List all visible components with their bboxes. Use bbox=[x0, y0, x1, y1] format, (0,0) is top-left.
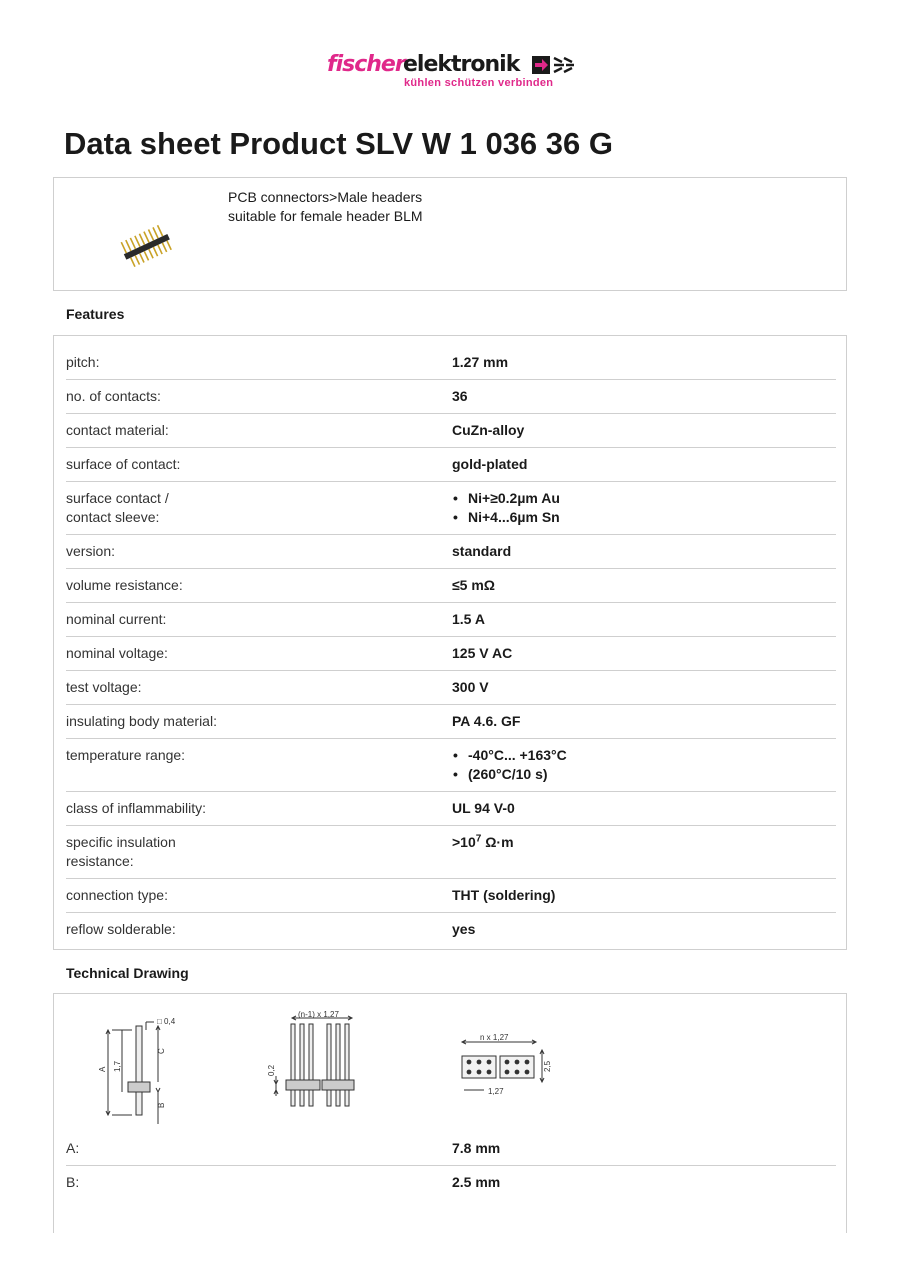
features-table bbox=[66, 346, 836, 947]
table-row bbox=[66, 482, 836, 535]
drawing-label: (n-1) x 1,27 bbox=[298, 1010, 339, 1019]
table-row bbox=[66, 739, 836, 792]
table-row bbox=[66, 792, 836, 826]
front-view-drawing bbox=[267, 1010, 380, 1126]
row-label-line: resistance: bbox=[66, 853, 134, 869]
value-unit: Ω·m bbox=[481, 834, 514, 850]
row-value: THT (soldering) bbox=[452, 887, 556, 903]
drawing-label: 0,2 bbox=[267, 1064, 276, 1076]
brand-logo bbox=[327, 52, 577, 94]
table-row bbox=[66, 1166, 836, 1200]
logo-tagline: kühlen schützen verbinden bbox=[404, 77, 554, 89]
row-label: reflow solderable: bbox=[66, 921, 176, 937]
table-row bbox=[66, 535, 836, 569]
product-description bbox=[228, 188, 423, 226]
drawing-label: C bbox=[157, 1048, 166, 1054]
row-label: test voltage: bbox=[66, 679, 142, 695]
row-label: B: bbox=[66, 1174, 80, 1190]
side-view-drawing bbox=[98, 1012, 252, 1124]
table-row bbox=[66, 603, 836, 637]
product-suitability: suitable for female header BLM bbox=[228, 208, 423, 224]
table-row bbox=[66, 569, 836, 603]
row-label: nominal voltage: bbox=[66, 645, 168, 661]
row-value: 1.27 mm bbox=[452, 354, 509, 370]
row-value: PA 4.6. GF bbox=[452, 713, 521, 729]
table-row bbox=[66, 705, 836, 739]
row-label: version: bbox=[66, 543, 116, 559]
row-value: standard bbox=[452, 543, 512, 559]
technical-drawing-heading: Technical Drawing bbox=[66, 965, 189, 981]
table-row bbox=[66, 346, 836, 380]
dimensions-table bbox=[66, 1132, 836, 1200]
list-item: • -40°C... +163°C bbox=[452, 746, 836, 765]
row-value: UL 94 V-0 bbox=[452, 800, 515, 816]
value-list bbox=[452, 746, 836, 784]
row-value bbox=[452, 833, 836, 871]
logo-fischer-text: fischer bbox=[327, 52, 405, 77]
row-value: 2.5 mm bbox=[452, 1174, 501, 1190]
row-label: temperature range: bbox=[66, 747, 186, 763]
logo-elektronik-text: elektronik bbox=[403, 52, 520, 77]
row-value: gold-plated bbox=[452, 456, 528, 472]
row-label bbox=[66, 489, 452, 527]
table-row bbox=[66, 879, 836, 913]
table-row bbox=[66, 637, 836, 671]
drawing-label: 1,27 bbox=[488, 1087, 504, 1096]
row-label: pitch: bbox=[66, 354, 100, 370]
table-row bbox=[66, 671, 836, 705]
row-label: surface of contact: bbox=[66, 456, 181, 472]
page-title: Data sheet Product SLV W 1 036 36 G bbox=[64, 126, 613, 161]
features-table-box bbox=[53, 335, 847, 950]
row-value: ≤5 mΩ bbox=[452, 577, 496, 593]
row-label: nominal current: bbox=[66, 611, 167, 627]
value-base: >10 bbox=[452, 834, 476, 850]
table-row bbox=[66, 913, 836, 947]
row-value: 125 V AC bbox=[452, 645, 513, 661]
row-value: 300 V bbox=[452, 679, 489, 695]
row-value: CuZn-alloy bbox=[452, 422, 525, 438]
drawing-label: □ 0,4 bbox=[157, 1017, 176, 1026]
drawing-label: n x 1,27 bbox=[480, 1033, 509, 1042]
row-label: volume resistance: bbox=[66, 577, 183, 593]
drawing-label: A bbox=[98, 1066, 107, 1072]
value-exponent: 7 bbox=[475, 833, 482, 845]
footprint-drawing bbox=[454, 1034, 594, 1104]
table-row bbox=[66, 448, 836, 482]
table-row bbox=[66, 826, 836, 879]
list-item: • Ni+≥0.2µm Au bbox=[452, 489, 836, 508]
row-label: A: bbox=[66, 1140, 80, 1156]
drawing-label: 1,7 bbox=[113, 1060, 122, 1072]
drawing-label: 2,5 bbox=[543, 1060, 552, 1072]
row-value: 7.8 mm bbox=[452, 1140, 501, 1156]
row-label: connection type: bbox=[66, 887, 168, 903]
row-value: 1.5 A bbox=[452, 611, 485, 627]
table-row bbox=[66, 380, 836, 414]
row-label bbox=[66, 833, 452, 871]
logo-arrow-icon bbox=[532, 56, 574, 74]
list-item: • (260°C/10 s) bbox=[452, 765, 836, 784]
row-label: insulating body material: bbox=[66, 713, 217, 729]
product-summary bbox=[53, 177, 847, 291]
row-label-line: specific insulation bbox=[66, 834, 176, 850]
row-label: no. of contacts: bbox=[66, 388, 161, 404]
list-item: • Ni+4...6µm Sn bbox=[452, 508, 836, 527]
row-value: 36 bbox=[452, 388, 468, 404]
row-value bbox=[452, 746, 836, 784]
product-category: PCB connectors>Male headers bbox=[228, 189, 423, 205]
features-heading: Features bbox=[66, 306, 125, 322]
row-label: contact material: bbox=[66, 422, 169, 438]
row-value bbox=[452, 489, 836, 527]
row-label-line: surface contact / bbox=[66, 490, 169, 506]
table-row bbox=[66, 414, 836, 448]
pin-header-icon bbox=[118, 222, 174, 268]
row-value: yes bbox=[452, 921, 476, 937]
row-label-line: contact sleeve: bbox=[66, 509, 160, 525]
drawing-label: B bbox=[157, 1102, 166, 1108]
value-list bbox=[452, 489, 836, 527]
table-row bbox=[66, 1132, 836, 1166]
row-label: class of inflammability: bbox=[66, 800, 207, 816]
technical-drawing-box bbox=[53, 993, 847, 1233]
